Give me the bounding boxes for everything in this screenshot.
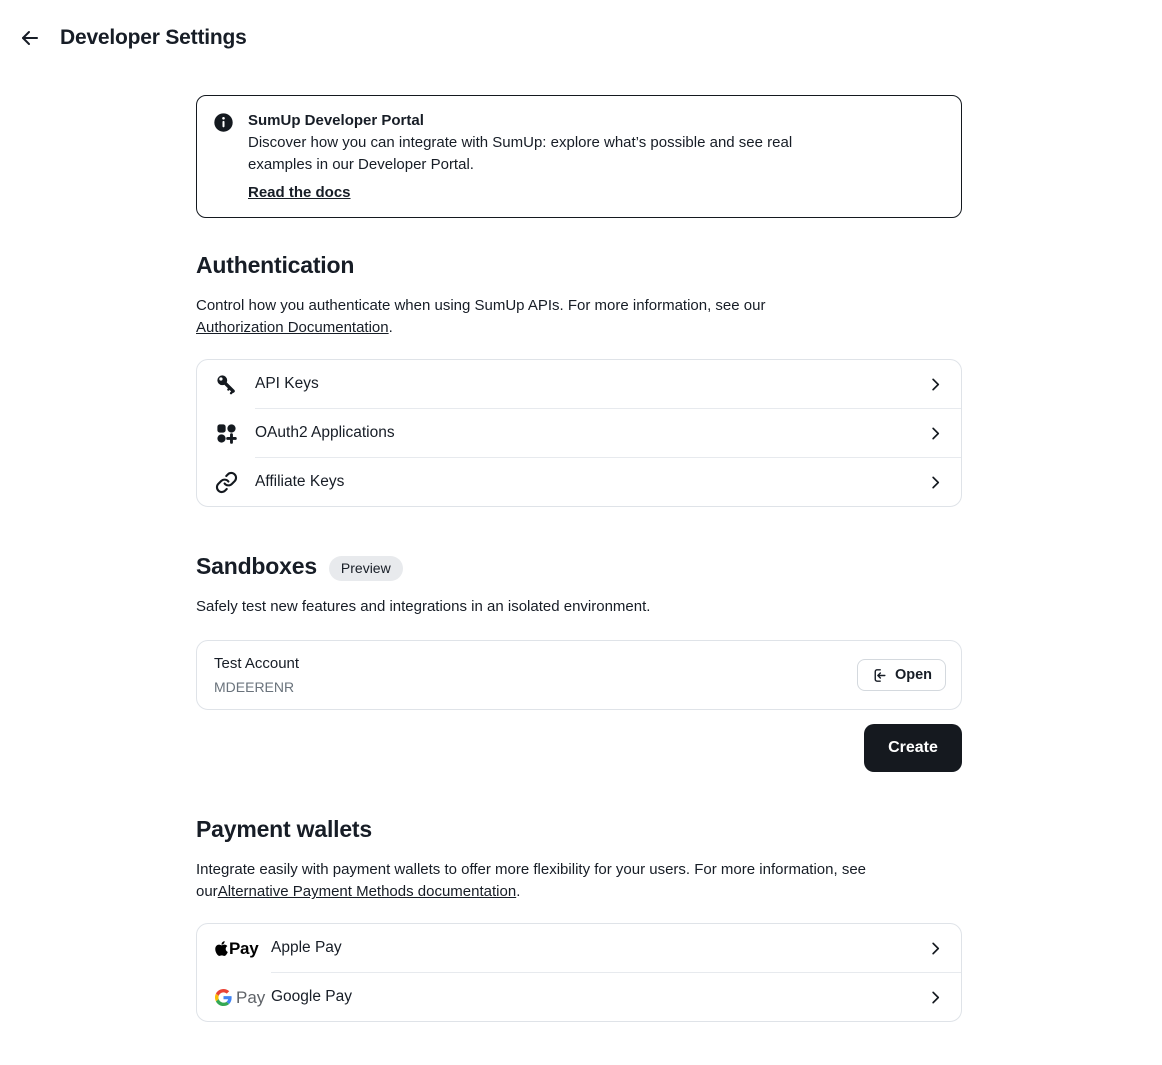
notice-body: Discover how you can integrate with SumUp: explore what’s possible and see real examples in our Developer Portal. (248, 134, 793, 174)
list-item-apple-pay[interactable] (197, 924, 961, 972)
content (196, 95, 962, 1022)
list-item-google-pay[interactable] (197, 973, 961, 1021)
test-account-card (196, 640, 962, 710)
list-item-label: Affiliate Keys (255, 473, 345, 491)
authentication-description (196, 295, 846, 339)
account-name: Test Account (214, 655, 300, 673)
apps-plus-icon (215, 422, 238, 445)
list-item-label: OAuth2 Applications (255, 424, 395, 442)
authentication-heading: Authentication (196, 252, 355, 279)
sandboxes-description: Safely test new features and integrations in an isolated environment. (196, 598, 651, 616)
list-item-api-keys[interactable] (197, 360, 961, 408)
chevron-right-icon (926, 988, 945, 1007)
payment-wallets-description-suffix: . (516, 883, 521, 901)
open-button[interactable] (857, 659, 946, 691)
back-button[interactable] (16, 24, 44, 52)
key-icon (215, 373, 238, 396)
account-code: MDEERENR (214, 679, 295, 696)
preview-badge: Preview (329, 556, 403, 581)
notice-content (248, 110, 853, 202)
google-pay-logo (215, 989, 271, 1006)
list-item-label: Google Pay (271, 988, 352, 1006)
chevron-right-icon (926, 424, 945, 443)
apple-icon (215, 940, 228, 957)
info-icon (213, 112, 234, 133)
google-pay-logo-text: Pay (236, 987, 266, 1007)
enter-arrow-icon (871, 667, 888, 684)
developer-portal-notice (196, 95, 962, 218)
google-g-icon (215, 989, 232, 1006)
test-account-info (214, 653, 299, 697)
authorization-documentation-link[interactable]: Authorization Documentation (196, 319, 389, 337)
open-button-label: Open (894, 667, 932, 684)
authentication-description-text: Control how you authenticate when using SumUp APIs. For more information, see our (196, 297, 766, 315)
authentication-card (196, 359, 962, 507)
chevron-right-icon (926, 939, 945, 958)
notice-title: SumUp Developer Portal (248, 112, 424, 130)
payment-wallets-description (196, 859, 962, 903)
list-item-oauth2-applications[interactable] (197, 409, 961, 457)
chevron-right-icon (926, 473, 945, 492)
arrow-left-icon (18, 26, 42, 50)
page-header (0, 0, 1162, 74)
payment-wallets-card (196, 923, 962, 1022)
create-button[interactable]: Create (864, 724, 962, 772)
sandboxes-heading: Sandboxes (196, 553, 317, 580)
list-item-affiliate-keys[interactable] (197, 458, 961, 506)
chevron-right-icon (926, 375, 945, 394)
page-title: Developer Settings (60, 26, 247, 50)
alternative-payment-methods-link[interactable]: Alternative Payment Methods documentation (217, 883, 517, 901)
payment-wallets-description-text: Integrate easily with payment wallets to offer more flexibility for your users. For more information, see our (196, 861, 866, 901)
apple-pay-logo (215, 940, 271, 957)
authentication-description-suffix: . (388, 319, 393, 337)
apple-pay-logo-text: Pay (229, 938, 259, 958)
read-the-docs-link[interactable]: Read the docs (248, 184, 351, 202)
chain-link-icon (215, 471, 238, 494)
list-item-label: Apple Pay (271, 939, 342, 957)
list-item-label: API Keys (255, 375, 319, 393)
payment-wallets-heading: Payment wallets (196, 816, 372, 843)
